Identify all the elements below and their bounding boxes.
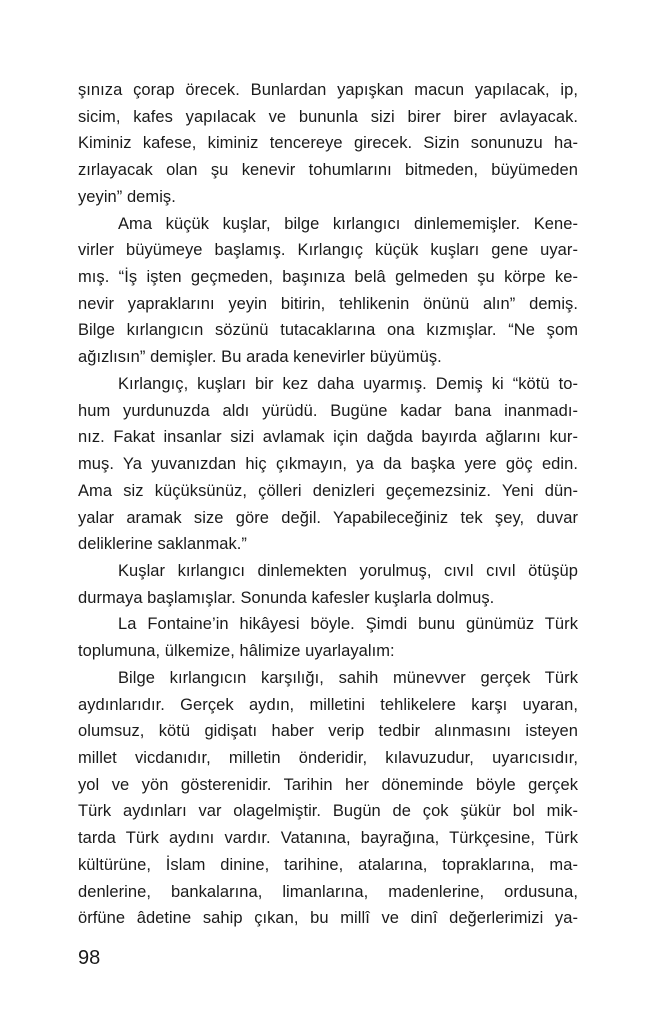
text-line: deliklerine saklanmak.”	[78, 535, 247, 554]
text-line: denlerine, bankalarına, limanlarına, madenlerine, ordusuna,	[78, 882, 578, 901]
paragraph	[78, 558, 578, 611]
text-line: Kiminiz kafese, kiminiz tencereye girecek. Sizin sonunuzu ha-	[78, 134, 578, 153]
text-line: nız. Fakat insanlar sizi avlamak için dağda bayırda ağlarını kur-	[78, 428, 578, 447]
text-line: Ama küçük kuşlar, bilge kırlangıcı dinlememişler. Kene-	[118, 214, 578, 233]
paragraph	[78, 211, 578, 371]
text-line: virler büyümeye başlamış. Kırlangıç küçük kuşları gene uyar-	[78, 241, 578, 260]
text-line: durmaya başlamışlar. Sonunda kafesler kuşlarla dolmuş.	[78, 588, 495, 607]
text-line: hum yurdunuzda aldı yürüdü. Bugüne kadar bana inanmadı-	[78, 401, 578, 420]
paragraph	[78, 77, 578, 211]
paragraph	[78, 371, 578, 558]
text-line: muş. Ya yuvanızdan hiç çıkmayın, ya da başka yere göç edin.	[78, 455, 578, 474]
text-line: şınıza çorap örecek. Bunlardan yapışkan macun yapılacak, ip,	[78, 81, 578, 99]
text-line: Bilge kırlangıcın sözünü tutacaklarına ona kızmışlar. “Ne şom	[78, 321, 578, 340]
body-text	[78, 77, 578, 932]
text-line: aydınlarıdır. Gerçek aydın, milletini tehlikelere karşı uyaran,	[78, 695, 578, 714]
text-line: Kırlangıç, kuşları bir kez daha uyarmış. Demiş ki “kötü to-	[118, 374, 578, 393]
text-line: sicim, kafes yapılacak ve bununla sizi birer birer avlayacak.	[78, 107, 578, 126]
text-line: olumsuz, kötü gidişatı haber verip tedbir alınmasını isteyen	[78, 722, 578, 741]
text-line: ağızlısın” demişler. Bu arada kenevirler büyümüş.	[78, 348, 442, 367]
page-number: 98	[78, 947, 101, 969]
text-line: nevir yapraklarını yeyin bitirin, tehlikenin önünü alın” demiş.	[78, 294, 578, 313]
text-line: yeyin” demiş.	[78, 187, 176, 206]
text-line: yol ve yön gösterenidir. Tarihin her döneminde böyle gerçek	[78, 775, 578, 794]
text-line: Kuşlar kırlangıcı dinlemekten yorulmuş, cıvıl cıvıl ötüşüp	[118, 561, 578, 580]
text-line: La Fontaine’in hikâyesi böyle. Şimdi bunu günümüz Türk	[118, 615, 578, 634]
text-line: zırlayacak olan şu kenevir tohumlarını bitmeden, büyümeden	[78, 161, 578, 180]
text-line: kültürüne, İslam dinine, tarihine, atalarına, topraklarına, ma-	[78, 855, 578, 874]
paragraph	[78, 665, 578, 932]
text-line: Türk aydınları var olagelmiştir. Bugün de çok şükür bol mik-	[78, 802, 578, 821]
text-line: tarda Türk aydını vardır. Vatanına, bayrağına, Türkçesine, Türk	[78, 829, 578, 848]
text-line: millet vicdanıdır, milletin önderidir, kılavuzudur, uyarıcısıdır,	[78, 748, 578, 767]
text-line: mış. “İş işten geçmeden, başınıza belâ gelmeden şu körpe ke-	[78, 268, 578, 287]
paragraph	[78, 611, 578, 664]
text-line: örfüne âdetine sahip çıkan, bu millî ve dinî değerlerimizi ya-	[78, 909, 578, 928]
text-line: Bilge kırlangıcın karşılığı, sahih münevver gerçek Türk	[118, 668, 578, 687]
text-line: toplumuna, ülkemize, hâlimize uyarlayalım:	[78, 642, 395, 661]
text-line: yalar aramak size göre değil. Yapabileceğiniz tek şey, duvar	[78, 508, 578, 527]
text-line: Ama siz küçüksünüz, çölleri denizleri geçemezsiniz. Yeni dün-	[78, 481, 578, 500]
